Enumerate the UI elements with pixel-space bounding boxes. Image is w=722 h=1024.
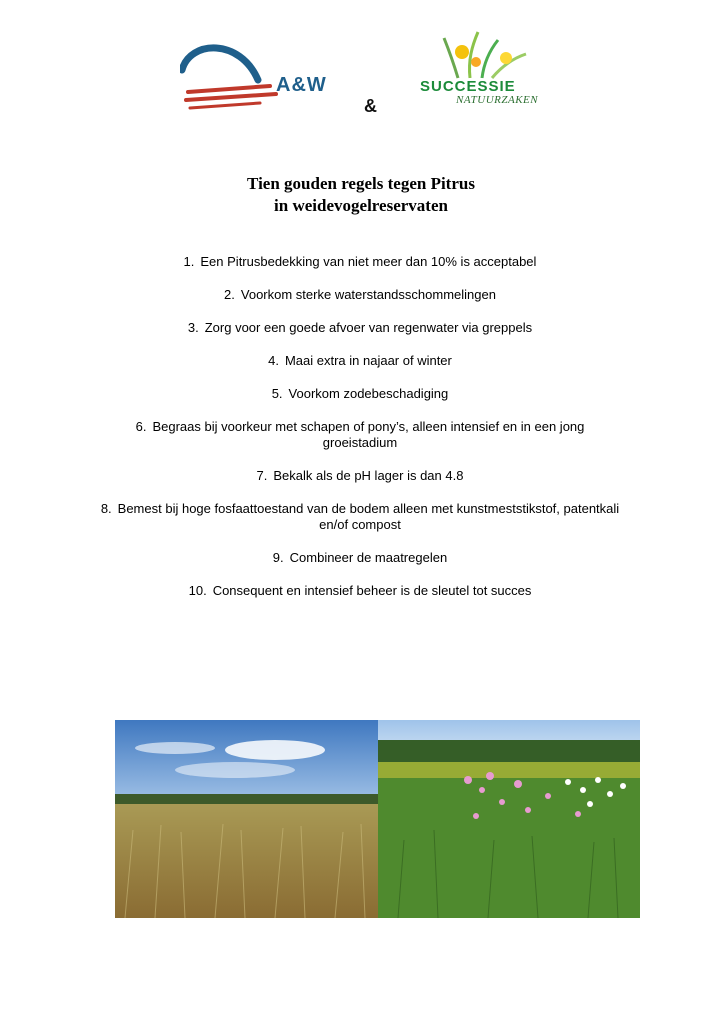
rule-item: 5. Voorkom zodebeschadiging	[271, 386, 449, 401]
ampersand: &	[364, 96, 377, 116]
rule-item: 7. Bekalk als de pH lager is dan 4.8	[256, 468, 464, 483]
page-title-line-1: Tien gouden regels tegen Pitrus	[247, 174, 475, 193]
aw-logo-text: A&W	[276, 74, 327, 96]
rule-item: 10. Consequent en intensief beheer is de sleutel tot succes	[188, 583, 532, 598]
photo-flower-meadow	[378, 720, 640, 918]
rule-item: 9. Combineer de maatregelen	[272, 550, 448, 565]
page-title-line-2: in weidevogelreservaten	[274, 196, 448, 215]
rule-item: 3. Zorg voor een goede afvoer van regenwater via greppels	[187, 320, 533, 335]
successie-logo	[418, 28, 560, 118]
rule-item: 1. Een Pitrusbedekking van niet meer dan 10% is acceptabel	[183, 254, 537, 269]
successie-logo-text: SUCCESSIE	[420, 78, 516, 95]
rule-item: 6. Begraas bij voorkeur met schapen of pony’s, alleen intensief en in een jong groeistadium	[135, 419, 585, 450]
rules-list	[100, 254, 620, 616]
rule-item: 4. Maai extra in najaar of winter	[268, 353, 452, 368]
rule-item: 2. Voorkom sterke waterstandsschommelingen	[224, 287, 496, 302]
photo-strip	[115, 720, 640, 918]
aw-logo	[180, 40, 330, 118]
successie-logo-subtext: NATUURZAKEN	[456, 94, 539, 106]
photo-rush-field	[115, 720, 378, 918]
rule-item: 8. Bemest bij hoge fosfaattoestand van de bodem alleen met kunstmeststikstof, patentkali en/of compost	[100, 501, 620, 532]
